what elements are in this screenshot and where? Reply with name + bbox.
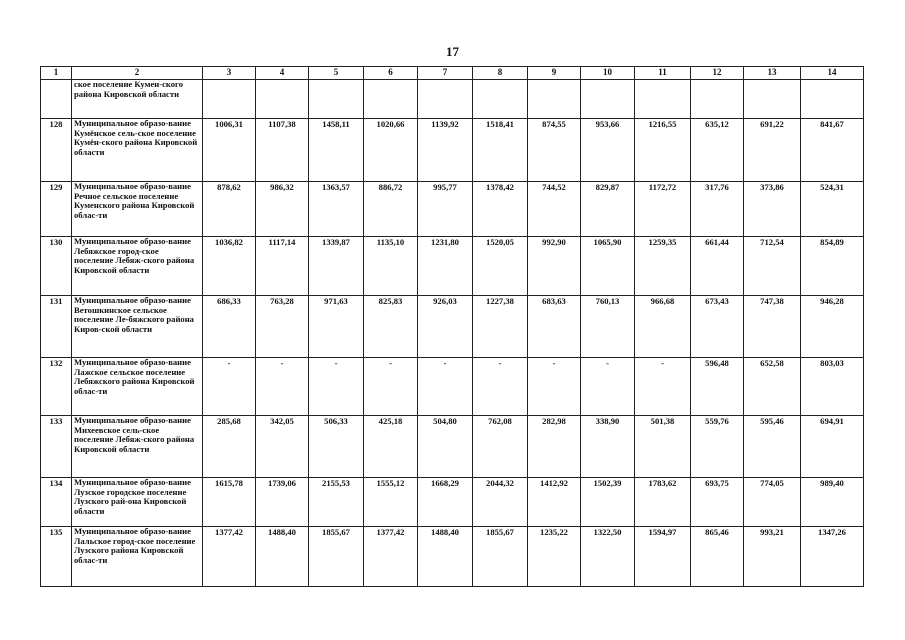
value-cell: [691, 80, 744, 119]
value-cell: 1668,29: [418, 478, 473, 527]
municipality-name: Муниципальное образо-вание Кумёнское сель-ское поселение Кумён-ского района Кировской области: [72, 119, 203, 182]
value-cell: 953,66: [581, 119, 635, 182]
value-cell: 338,90: [581, 416, 635, 478]
value-cell: 1117,14: [256, 237, 309, 296]
value-cell: 763,28: [256, 296, 309, 358]
value-cell: 1172,72: [635, 182, 691, 237]
value-cell: 1378,42: [473, 182, 528, 237]
municipality-name: Муниципальное образо-вание Лузское городское поселение Лузского рай-она Кировской области: [72, 478, 203, 527]
table-row: [41, 182, 864, 237]
value-cell: 425,18: [364, 416, 418, 478]
value-cell: 874,55: [528, 119, 581, 182]
value-cell: 1412,92: [528, 478, 581, 527]
table-header: [41, 67, 864, 80]
column-header: 8: [473, 67, 528, 80]
value-cell: 1216,55: [635, 119, 691, 182]
value-cell: 966,68: [635, 296, 691, 358]
value-cell: [581, 80, 635, 119]
value-cell: 1139,92: [418, 119, 473, 182]
value-cell: 317,76: [691, 182, 744, 237]
municipality-name: Муниципальное образо-вание Речное сельское поселение Куменского района Кировской облас-ти: [72, 182, 203, 237]
value-cell: 694,91: [801, 416, 864, 478]
value-cell: -: [364, 358, 418, 416]
municipality-name: Муниципальное образо-вание Лажское сельское поселение Лебяжского района Кировской облас-ти: [72, 358, 203, 416]
row-number: 130: [41, 237, 72, 296]
value-cell: 2044,32: [473, 478, 528, 527]
value-cell: -: [309, 358, 364, 416]
value-cell: 854,89: [801, 237, 864, 296]
value-cell: 829,87: [581, 182, 635, 237]
column-header: 1: [41, 67, 72, 80]
value-cell: 744,52: [528, 182, 581, 237]
value-cell: 993,21: [744, 527, 801, 587]
value-cell: 926,03: [418, 296, 473, 358]
column-header: 12: [691, 67, 744, 80]
value-cell: 747,38: [744, 296, 801, 358]
column-header: 6: [364, 67, 418, 80]
value-cell: 1488,40: [256, 527, 309, 587]
value-cell: 524,31: [801, 182, 864, 237]
value-cell: 652,58: [744, 358, 801, 416]
value-cell: [635, 80, 691, 119]
value-cell: 1363,57: [309, 182, 364, 237]
value-cell: 501,38: [635, 416, 691, 478]
value-cell: 595,46: [744, 416, 801, 478]
value-cell: 865,46: [691, 527, 744, 587]
municipality-name: Муниципальное образо-вание Михеевское сель-ское поселение Лебяж-ского района Кировской области: [72, 416, 203, 478]
column-header: 4: [256, 67, 309, 80]
value-cell: 683,63: [528, 296, 581, 358]
row-number: 132: [41, 358, 72, 416]
column-header: 5: [309, 67, 364, 80]
value-cell: 373,86: [744, 182, 801, 237]
value-cell: 971,63: [309, 296, 364, 358]
value-cell: 1231,80: [418, 237, 473, 296]
value-cell: 1488,40: [418, 527, 473, 587]
row-number: 133: [41, 416, 72, 478]
value-cell: 596,48: [691, 358, 744, 416]
value-cell: 635,12: [691, 119, 744, 182]
value-cell: 1594,97: [635, 527, 691, 587]
table-row: [41, 237, 864, 296]
row-number: 135: [41, 527, 72, 587]
value-cell: 559,76: [691, 416, 744, 478]
value-cell: 825,83: [364, 296, 418, 358]
value-cell: -: [581, 358, 635, 416]
table-row: [41, 358, 864, 416]
value-cell: [528, 80, 581, 119]
column-header: 9: [528, 67, 581, 80]
value-cell: 995,77: [418, 182, 473, 237]
value-cell: 1135,10: [364, 237, 418, 296]
value-cell: 1502,39: [581, 478, 635, 527]
value-cell: 2155,53: [309, 478, 364, 527]
value-cell: 760,13: [581, 296, 635, 358]
column-header: 7: [418, 67, 473, 80]
column-header: 3: [203, 67, 256, 80]
value-cell: -: [473, 358, 528, 416]
value-cell: [364, 80, 418, 119]
value-cell: 1259,35: [635, 237, 691, 296]
municipality-name: Муниципальное образо-вание Лебяжское город-ское поселение Лебяж-ского района Кировской области: [72, 237, 203, 296]
row-number: 128: [41, 119, 72, 182]
value-cell: 1377,42: [364, 527, 418, 587]
value-cell: 686,33: [203, 296, 256, 358]
value-cell: [473, 80, 528, 119]
value-cell: 803,03: [801, 358, 864, 416]
municipality-name: ское поселение Кумен-ского района Кировской области: [72, 80, 203, 119]
value-cell: 1235,22: [528, 527, 581, 587]
value-cell: 1739,06: [256, 478, 309, 527]
municipality-name: Муниципальное образо-вание Лальское город-ское поселение Лузского района Кировской облас-ти: [72, 527, 203, 587]
value-cell: 691,22: [744, 119, 801, 182]
value-cell: 712,54: [744, 237, 801, 296]
value-cell: 841,67: [801, 119, 864, 182]
value-cell: -: [203, 358, 256, 416]
value-cell: 1107,38: [256, 119, 309, 182]
table-body: [41, 80, 864, 587]
column-header: 13: [744, 67, 801, 80]
value-cell: 946,28: [801, 296, 864, 358]
table-row: [41, 527, 864, 587]
value-cell: [744, 80, 801, 119]
value-cell: 1339,87: [309, 237, 364, 296]
value-cell: [801, 80, 864, 119]
tariff-table: [40, 66, 864, 587]
value-cell: [256, 80, 309, 119]
value-cell: 1615,78: [203, 478, 256, 527]
value-cell: 992,90: [528, 237, 581, 296]
value-cell: [309, 80, 364, 119]
value-cell: [203, 80, 256, 119]
value-cell: 1020,66: [364, 119, 418, 182]
row-number: 131: [41, 296, 72, 358]
value-cell: 886,72: [364, 182, 418, 237]
value-cell: 774,05: [744, 478, 801, 527]
value-cell: 1855,67: [309, 527, 364, 587]
page-number: 17: [446, 44, 459, 59]
value-cell: 282,98: [528, 416, 581, 478]
value-cell: 693,75: [691, 478, 744, 527]
value-cell: -: [256, 358, 309, 416]
table-row: [41, 416, 864, 478]
value-cell: [418, 80, 473, 119]
value-cell: 1377,42: [203, 527, 256, 587]
table-row: [41, 119, 864, 182]
value-cell: 1783,62: [635, 478, 691, 527]
value-cell: 285,68: [203, 416, 256, 478]
table-row: [41, 296, 864, 358]
value-cell: 342,05: [256, 416, 309, 478]
row-number: 129: [41, 182, 72, 237]
value-cell: -: [635, 358, 691, 416]
header-row: [41, 67, 864, 80]
value-cell: 986,32: [256, 182, 309, 237]
row-number: [41, 80, 72, 119]
value-cell: 1006,31: [203, 119, 256, 182]
value-cell: 762,08: [473, 416, 528, 478]
column-header: 2: [72, 67, 203, 80]
row-number: 134: [41, 478, 72, 527]
value-cell: 504,80: [418, 416, 473, 478]
value-cell: -: [528, 358, 581, 416]
value-cell: 1855,67: [473, 527, 528, 587]
column-header: 11: [635, 67, 691, 80]
column-header: 14: [801, 67, 864, 80]
municipality-name: Муниципальное образо-вание Ветошкинское сельское поселение Ле-бяжского района Киров-ской области: [72, 296, 203, 358]
table-row: [41, 478, 864, 527]
value-cell: 1555,12: [364, 478, 418, 527]
value-cell: 506,33: [309, 416, 364, 478]
value-cell: 1520,05: [473, 237, 528, 296]
value-cell: 1322,50: [581, 527, 635, 587]
value-cell: 661,44: [691, 237, 744, 296]
value-cell: 1347,26: [801, 527, 864, 587]
value-cell: 673,43: [691, 296, 744, 358]
value-cell: 1458,11: [309, 119, 364, 182]
value-cell: 1227,38: [473, 296, 528, 358]
table-row: [41, 80, 864, 119]
column-header: 10: [581, 67, 635, 80]
value-cell: 1036,82: [203, 237, 256, 296]
value-cell: 1065,90: [581, 237, 635, 296]
value-cell: 1518,41: [473, 119, 528, 182]
value-cell: 989,40: [801, 478, 864, 527]
value-cell: 878,62: [203, 182, 256, 237]
value-cell: -: [418, 358, 473, 416]
